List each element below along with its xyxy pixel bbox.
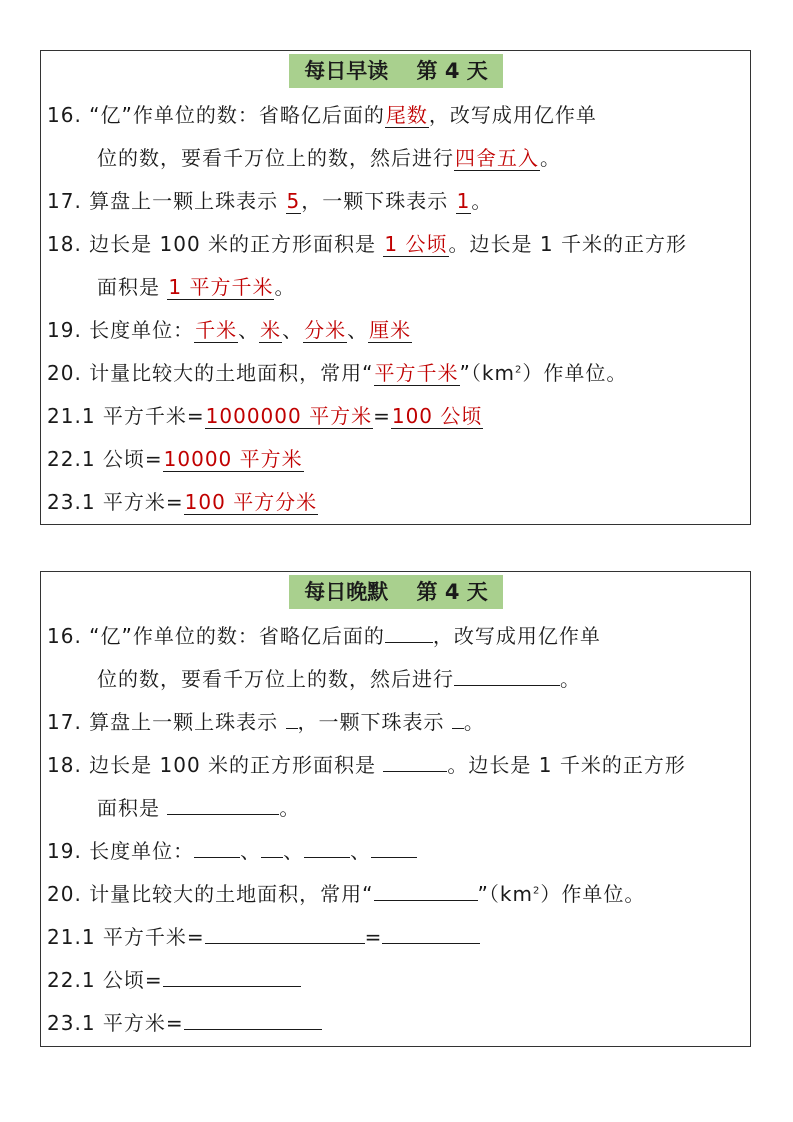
q22-text: 1 公顷= [81, 968, 163, 992]
evening-dictation-card [40, 571, 751, 1047]
q19-sep: 、 [347, 318, 369, 342]
q20-text-post: ”（km [459, 361, 515, 385]
q20-text-post: ”（km [477, 882, 533, 906]
q19-text: 长度单位： [89, 839, 195, 863]
evening-q18-line1 [47, 751, 686, 779]
q23-number: 23. [47, 490, 82, 514]
q16-number: 16. [47, 103, 82, 127]
q20-text: 计量比较大的土地面积，常用“ [89, 361, 374, 385]
q19-text: 长度单位： [89, 318, 195, 342]
morning-q22 [47, 445, 304, 473]
evening-q17 [47, 708, 485, 736]
morning-reading-card [40, 50, 751, 525]
q16-text: “亿”作单位的数：省略亿后面的 [89, 103, 385, 127]
q20-answer-1: 平方千米 [374, 361, 459, 385]
q17-text: 算盘上一颗上珠表示 [89, 189, 279, 213]
q18-end: 。 [279, 796, 301, 820]
q19-number: 19. [47, 839, 82, 863]
q18-text-cont: 面积是 [97, 275, 160, 299]
q20-end: ）作单位。 [522, 361, 628, 385]
q21-number: 21. [47, 404, 82, 428]
q17-answer-1: 5 [286, 189, 301, 213]
q23-text: 1 平方米= [81, 1011, 184, 1035]
q18-end: 。 [274, 275, 296, 299]
q16-text: “亿”作单位的数：省略亿后面的 [89, 624, 385, 648]
q19-answer-2: 米 [260, 318, 282, 342]
morning-title-row [41, 51, 750, 91]
q21-equals: = [373, 404, 391, 428]
q19-blank-2[interactable] [261, 837, 283, 858]
q19-answer-4: 厘米 [369, 318, 412, 342]
q17-blank-2[interactable] [452, 708, 464, 729]
morning-q20 [47, 359, 627, 387]
q21-text: 1 平方千米= [81, 404, 205, 428]
morning-q16-line1 [47, 101, 597, 129]
evening-q22 [47, 966, 301, 994]
q16-number: 16. [47, 624, 82, 648]
q19-sep: 、 [282, 318, 304, 342]
q23-text: 1 平方米= [81, 490, 184, 514]
evening-q16-line1 [47, 622, 601, 650]
q17-number: 17. [47, 189, 82, 213]
q20-text: 计量比较大的土地面积，常用“ [89, 882, 374, 906]
q18-blank-1[interactable] [383, 751, 447, 772]
q16-blank-2[interactable] [454, 665, 560, 686]
q19-answer-1: 千米 [195, 318, 238, 342]
q18-text-mid: 。边长是 1 千米的正方形 [448, 232, 687, 256]
q18-blank-2[interactable] [167, 794, 279, 815]
q20-blank-1[interactable] [374, 880, 478, 901]
q19-sep: 、 [238, 318, 260, 342]
q20-number: 20. [47, 882, 82, 906]
q18-number: 18. [47, 753, 82, 777]
q17-number: 17. [47, 710, 82, 734]
q18-answer-1: 1 公顷 [384, 232, 448, 256]
q17-answer-2: 1 [456, 189, 471, 213]
q18-number: 18. [47, 232, 82, 256]
q16-text-mid: ，改写成用亿作单 [428, 103, 597, 127]
q22-text: 1 公顷= [81, 447, 163, 471]
q21-equals: = [364, 925, 383, 949]
q16-answer-1: 尾数 [385, 103, 428, 127]
q19-sep: 、 [240, 839, 262, 863]
q18-text-cont: 面积是 [97, 796, 160, 820]
q22-number: 22. [47, 968, 82, 992]
q16-blank-1[interactable] [385, 622, 433, 643]
q23-number: 23. [47, 1011, 82, 1035]
q17-blank-1[interactable] [286, 708, 298, 729]
q19-blank-1[interactable] [194, 837, 240, 858]
evening-title-row [41, 572, 750, 612]
q19-sep: 、 [350, 839, 372, 863]
evening-q18-line2 [97, 794, 300, 822]
q17-text-mid: ，一颗下珠表示 [297, 710, 445, 734]
evening-q23 [47, 1009, 322, 1037]
q22-blank-1[interactable] [163, 966, 301, 987]
q19-answer-3: 分米 [304, 318, 347, 342]
q17-end: 。 [471, 189, 493, 213]
q18-text: 边长是 100 米的正方形面积是 [89, 753, 377, 777]
q21-number: 21. [47, 925, 82, 949]
morning-q19 [47, 316, 412, 344]
q19-blank-4[interactable] [371, 837, 417, 858]
morning-q17 [47, 187, 492, 215]
evening-q16-line2 [97, 665, 581, 693]
q19-sep: 、 [283, 839, 305, 863]
q16-end: 。 [560, 667, 581, 691]
evening-q21 [47, 923, 480, 951]
q20-superscript: 2 [514, 364, 523, 376]
q17-text: 算盘上一颗上珠表示 [89, 710, 279, 734]
q16-end: 。 [540, 146, 561, 170]
q20-number: 20. [47, 361, 82, 385]
q17-text-mid: ，一颗下珠表示 [301, 189, 449, 213]
evening-q19 [47, 837, 417, 865]
evening-title: 每日晚默 第 4 天 [289, 575, 503, 609]
q21-answer-2: 100 公顷 [391, 404, 483, 428]
q18-answer-2: 1 平方千米 [168, 275, 274, 299]
q19-number: 19. [47, 318, 82, 342]
q21-text: 1 平方千米= [81, 925, 205, 949]
q18-text-mid: 。边长是 1 千米的正方形 [447, 753, 686, 777]
q18-text: 边长是 100 米的正方形面积是 [89, 232, 377, 256]
q20-superscript: 2 [532, 885, 541, 897]
morning-title: 每日早读 第 4 天 [289, 54, 503, 88]
q16-text-mid: ，改写成用亿作单 [432, 624, 601, 648]
morning-q18-line1 [47, 230, 687, 258]
q22-number: 22. [47, 447, 82, 471]
q22-answer-1: 10000 平方米 [163, 447, 303, 471]
q21-blank-2[interactable] [382, 923, 480, 944]
q23-blank-1[interactable] [184, 1009, 322, 1030]
q19-blank-3[interactable] [304, 837, 350, 858]
q20-end: ）作单位。 [540, 882, 646, 906]
q23-answer-1: 100 平方分米 [184, 490, 318, 514]
q16-answer-2: 四舍五入 [455, 146, 539, 170]
q21-answer-1: 1000000 平方米 [205, 404, 373, 428]
morning-q21 [47, 402, 483, 430]
morning-q16-line2 [97, 144, 561, 172]
q16-text-cont: 位的数，要看千万位上的数，然后进行 [97, 667, 454, 691]
evening-q20 [47, 880, 645, 908]
q17-end: 。 [463, 710, 485, 734]
morning-q23 [47, 488, 318, 516]
q21-blank-1[interactable] [205, 923, 365, 944]
q16-text-cont: 位的数，要看千万位上的数，然后进行 [97, 146, 454, 170]
morning-q18-line2 [97, 273, 295, 301]
